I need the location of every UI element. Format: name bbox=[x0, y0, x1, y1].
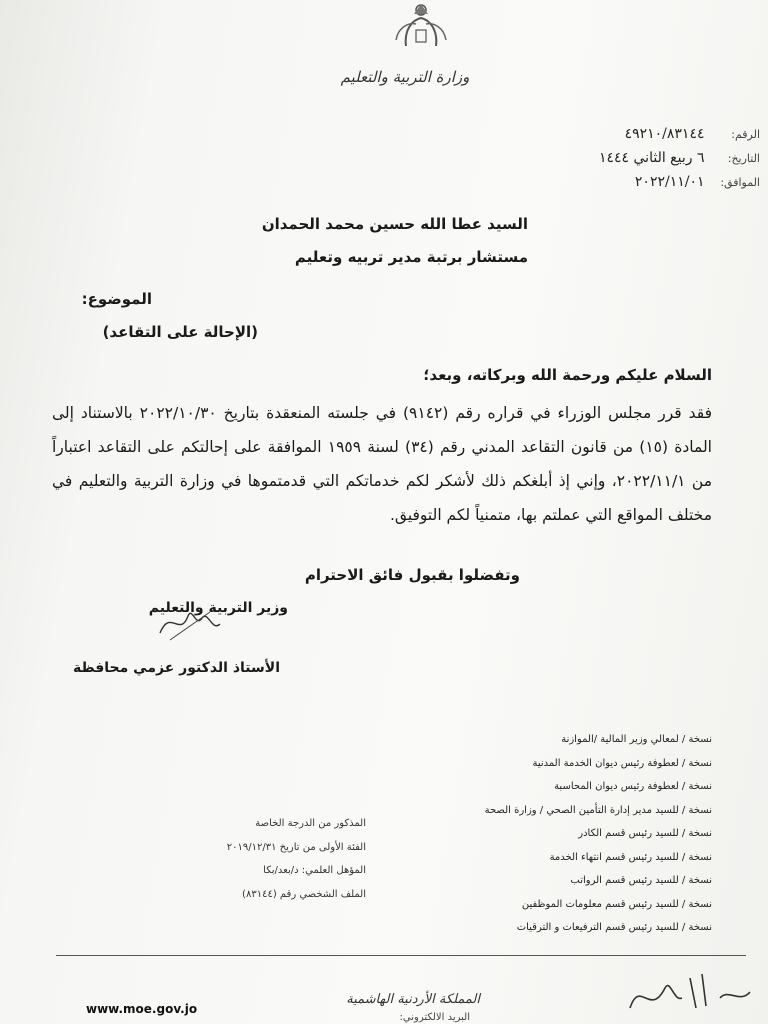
signatory-name: الأستاذ الدكتور عزمي محافظة bbox=[72, 660, 280, 676]
footer-divider bbox=[56, 955, 746, 956]
personnel-info-line: المؤهل العلمي: د/بعد/بكا bbox=[263, 865, 366, 876]
letter-body: فقد قرر مجلس الوزراء في قراره رقم (٩١٤٢) في جلسته المنعقدة بتاريخ ٢٠٢٢/١٠/٣٠ بالاستناد إلى المادة (١٥) من قانون التقاعد المدني رقم (٣٤) لسنة ١٩٥٩ الموافقة على إحالتكم على التقاعد اعتباراً من ٢٠٢٢/١١/١، وإني إذ أبلغكم ذلك لأشكر لكم خدماتكم التي قدمتموها في وزارة التربية والتعليم في مختلف المواقع التي عملتم بها، متمنياً لكم التوفيق. bbox=[52, 404, 713, 524]
reference-corresponding-value: ٢٠٢٢/١١/٠١ bbox=[634, 174, 705, 190]
copy-line: نسخة / للسيد رئيس قسم الكادر bbox=[578, 828, 712, 839]
reference-number-value: ٤٩٢١٠/٨٣١٤٤ bbox=[624, 126, 705, 142]
copy-line: نسخة / لعطوفة رئيس ديوان الخدمة المدنية bbox=[532, 757, 712, 769]
recipient-name: السيد عطا الله حسين محمد الحمدان bbox=[261, 215, 528, 233]
reference-date-value: ٦ ربيع الثاني ١٤٤٤ bbox=[598, 150, 705, 166]
handwritten-annotation bbox=[610, 958, 760, 1024]
reference-number bbox=[530, 126, 760, 142]
personnel-info-line: الملف الشخصي رقم (٨٣١٤٤) bbox=[242, 888, 366, 900]
copy-line: نسخة / لعطوفة رئيس ديوان المحاسبة bbox=[554, 781, 712, 792]
recipient-title: مستشار برتبة مدير تربيه وتعليم bbox=[294, 248, 528, 266]
ministry-name: وزارة التربية والتعليم bbox=[340, 68, 470, 86]
copies-list bbox=[452, 734, 712, 946]
subject-text: (الإحالة على التقاعد) bbox=[102, 323, 258, 341]
closing: وتفضلوا بقبول فائق الاحترام bbox=[304, 566, 520, 584]
reference-corresponding bbox=[530, 174, 760, 190]
greeting: السلام عليكم ورحمة الله وبركاته، وبعد؛ bbox=[423, 366, 712, 384]
subject-label: الموضوع: bbox=[81, 290, 152, 308]
reference-corresponding-label: الموافق: bbox=[720, 176, 760, 189]
copy-line: نسخة / للسيد رئيس قسم معلومات الموظفين bbox=[521, 898, 712, 910]
reference-number-label: الرقم: bbox=[731, 128, 760, 141]
reference-date-label: التاريخ: bbox=[727, 152, 760, 165]
signatory-title: وزير التربية والتعليم bbox=[148, 600, 288, 616]
royal-crown-crest-icon bbox=[386, 0, 456, 46]
copy-line: نسخة / للسيد مدير إدارة التأمين الصحي / وزارة الصحة bbox=[484, 804, 712, 816]
footer-org: المملكة الأردنية الهاشمية bbox=[346, 992, 480, 1007]
reference-date bbox=[530, 150, 760, 166]
footer-contact: البريد الالكتروني: bbox=[399, 1012, 470, 1023]
personnel-info-line: الفئة الأولى من تاريخ ٢٠١٩/١٢/٣١ bbox=[226, 841, 366, 853]
copy-line: نسخة / للسيد رئيس قسم انتهاء الخدمة bbox=[549, 851, 712, 863]
copy-line: نسخة / للسيد رئيس قسم الترفيعات و الترقيات bbox=[516, 922, 712, 933]
copy-line: نسخة / للسيد رئيس قسم الرواتب bbox=[570, 875, 712, 886]
personnel-info-line: المذكور من الدرجة الخاصة bbox=[255, 818, 366, 829]
copy-line: نسخة / لمعالي وزير المالية /الموازنة bbox=[561, 734, 712, 745]
personnel-info bbox=[166, 812, 366, 906]
handwritten-signature bbox=[150, 598, 230, 648]
website-link[interactable]: www.moe.gov.jo bbox=[86, 1002, 198, 1016]
